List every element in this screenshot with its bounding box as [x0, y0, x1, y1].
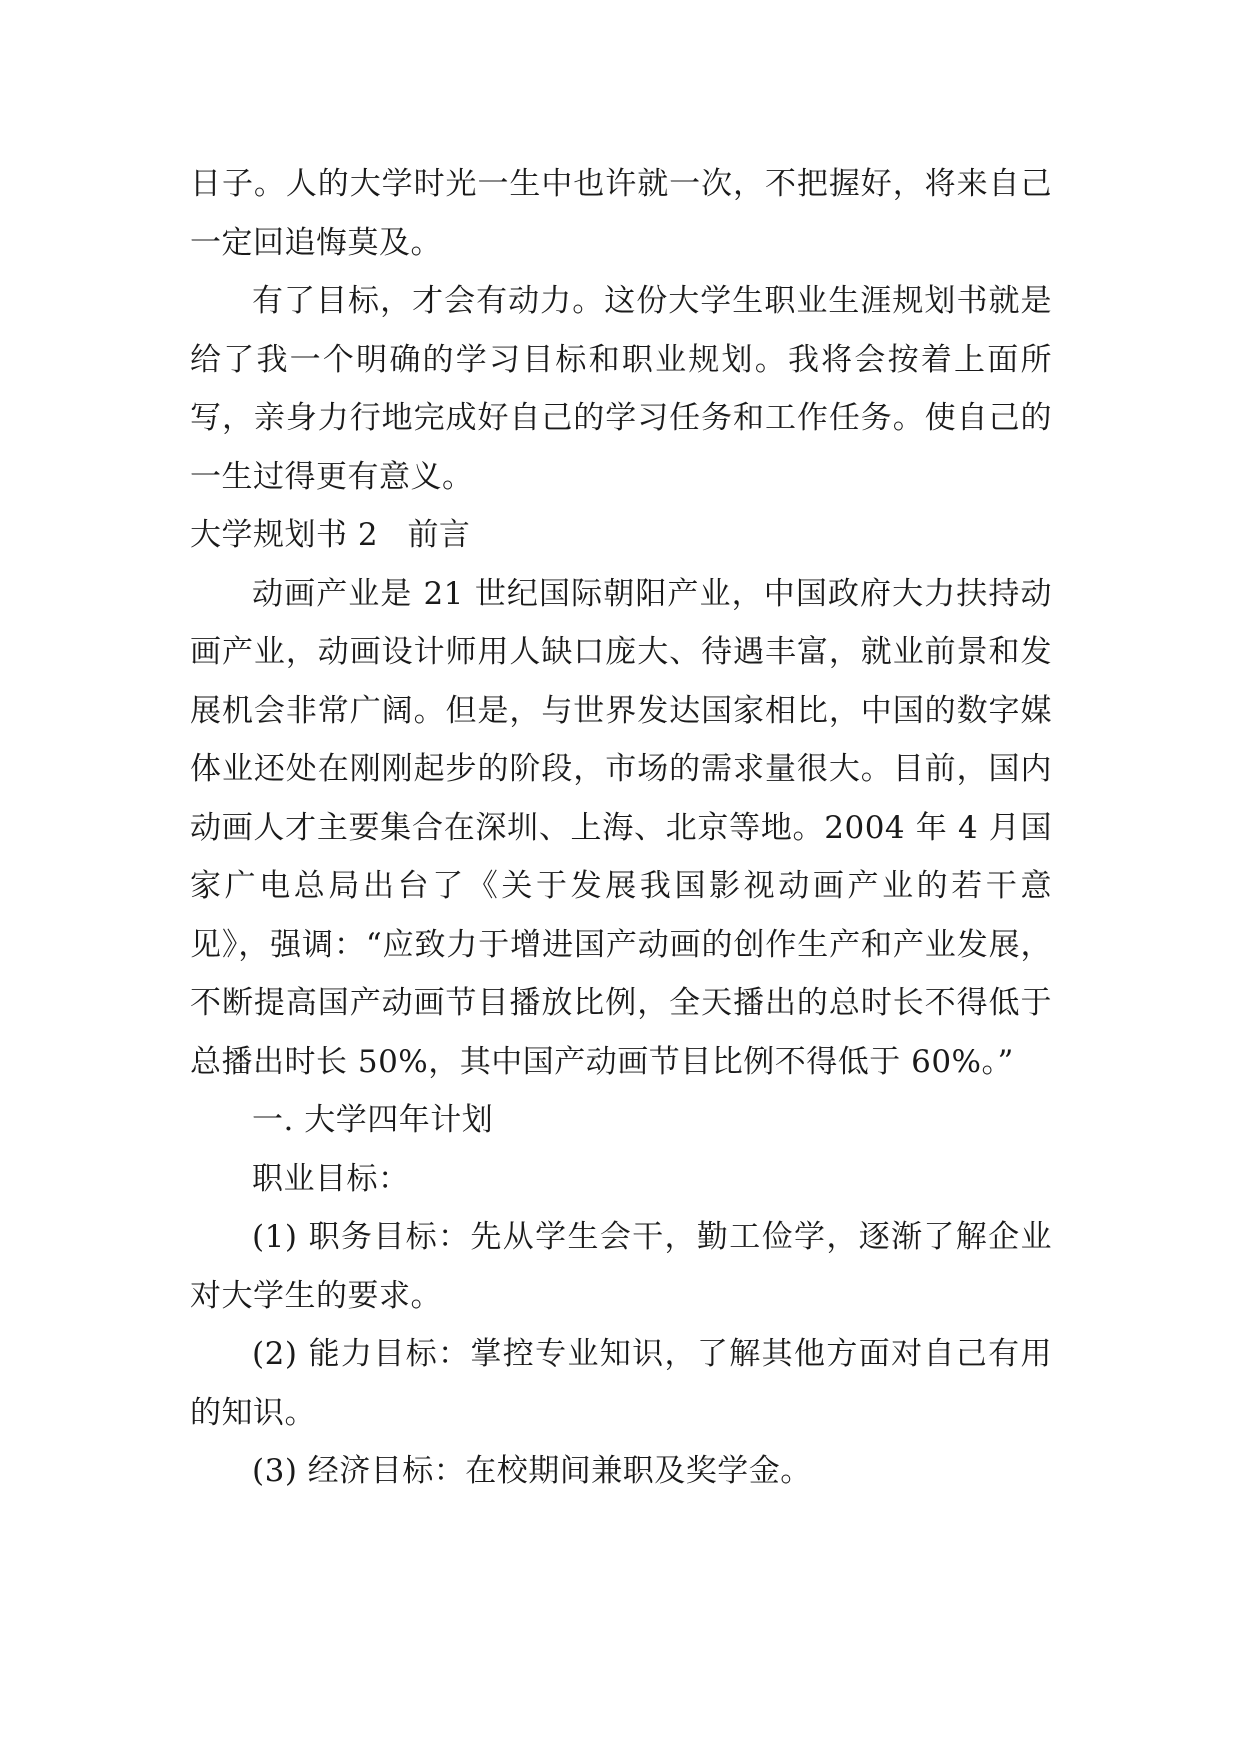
- paragraph-animation-industry: 动画产业是 21 世纪国际朝阳产业，中国政府大力扶持动画产业，动画设计师用人缺口庞大、待遇丰富，就业前景和发展机会非常广阔。但是，与世界发达国家相比，中国的数字媒体业还处在刚刚起步的阶段，市场的需求量很大。目前，国内动画人才主要集合在深圳、上海、北京等地。2004 年 4 月国家广电总局出台了《关于发展我国影视动画产业的若干意见》，强调：“应致力于增进国产动画的创作生产和产业发展，不断提高国产动画节目播放比例，全天播出的总时长不得低于总播出时长 50%，其中国产动画节目比例不得低于 60%。”: [190, 575, 1052, 1080]
- paragraph-goal-motivation: 有了目标，才会有动力。这份大学生职业生涯规划书就是给了我一个明确的学习目标和职业规划。我将会按着上面所写，亲身力行地完成好自己的学习任务和工作任务。使自己的一生过得更有意义。: [190, 283, 1052, 495]
- career-goal-label: 职业目标：: [252, 1160, 410, 1197]
- document-body: [190, 155, 1052, 1501]
- list-item-ability-goal: (2) 能力目标：掌控专业知识，了解其他方面对自己有用的知识。: [190, 1336, 1052, 1431]
- list-item-economic-goal: (3) 经济目标：在校期间兼职及奖学金。: [252, 1453, 812, 1489]
- section-heading: 大学规划书 2 前言: [190, 517, 471, 553]
- four-year-plan-heading: 一. 大学四年计划: [252, 1102, 494, 1138]
- list-item-position-goal: (1) 职务目标：先从学生会干，勤工俭学，逐渐了解企业对大学生的要求。: [190, 1219, 1052, 1314]
- paragraph-continuation: 日子。人的大学时光一生中也许就一次，不把握好，将来自己一定回追悔莫及。: [190, 166, 1052, 261]
